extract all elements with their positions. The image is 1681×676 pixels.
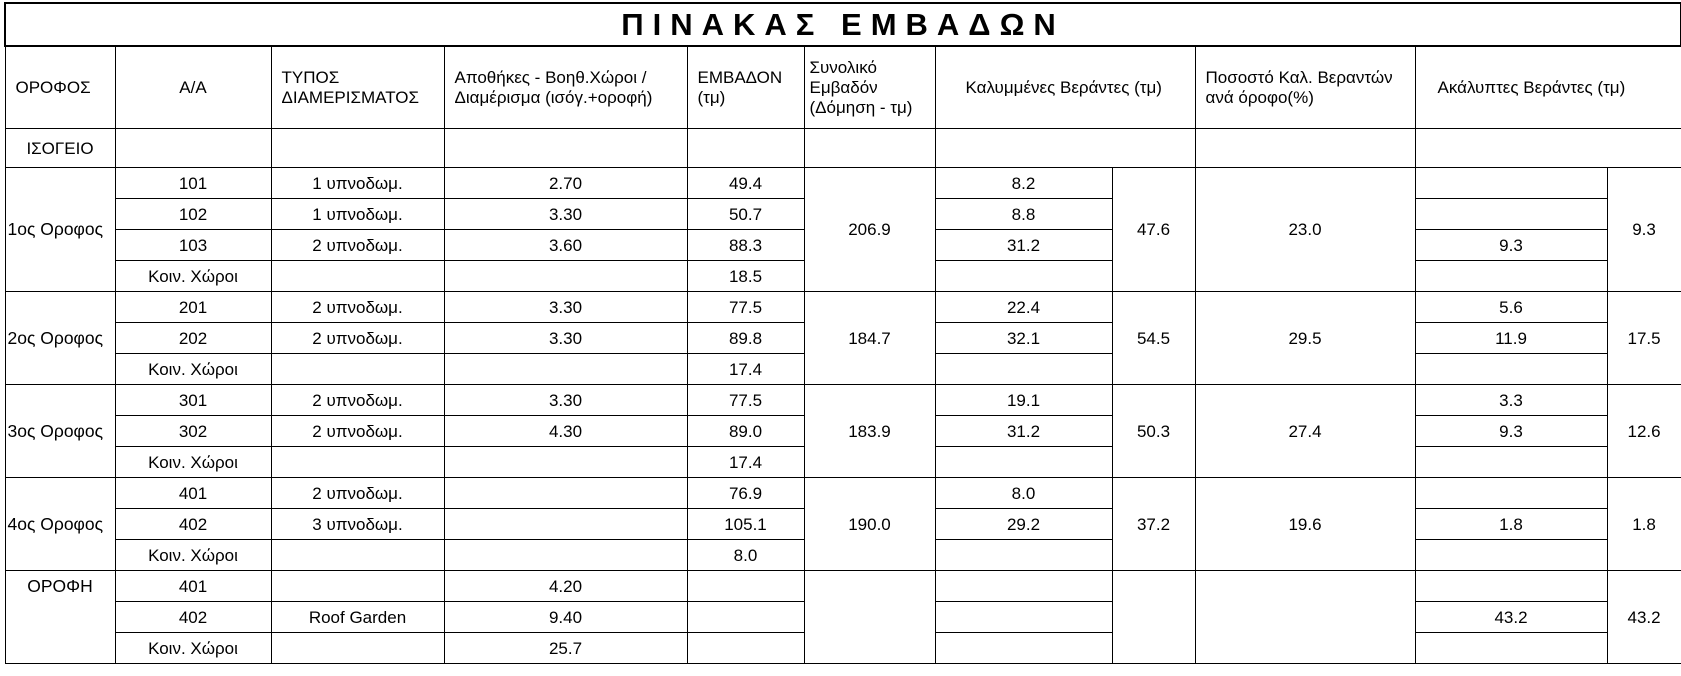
ground-floor-label: ΙΣΟΓΕΙΟ [5,129,115,168]
apartment-type: 2 υπνοδωμ. [271,292,444,323]
unit-number: Κοιν. Χώροι [115,633,271,664]
unit-area: 8.0 [687,540,804,571]
floor-label: 1ος Οροφος [5,168,115,292]
empty-cell [1195,129,1415,168]
floor-total-area: 206.9 [804,168,935,292]
unit-area: 76.9 [687,478,804,509]
apartment-type: 2 υπνοδωμ. [271,385,444,416]
covered-veranda [935,602,1112,633]
covered-veranda [935,261,1112,292]
unit-area: 17.4 [687,447,804,478]
header-floor: ΟΡΟΦΟΣ [5,46,115,129]
unit-number: 402 [115,509,271,540]
unit-number: 401 [115,571,271,602]
storage-area [444,447,687,478]
apartment-type: 1 υπνοδωμ. [271,199,444,230]
covered-veranda [935,633,1112,664]
uncovered-veranda-sum: 17.5 [1607,292,1681,385]
covered-veranda-sum: 47.6 [1112,168,1195,292]
unit-area: 18.5 [687,261,804,292]
unit-number: 401 [115,478,271,509]
uncovered-veranda [1415,571,1607,602]
uncovered-veranda [1415,478,1607,509]
apartment-type: 2 υπνοδωμ. [271,478,444,509]
storage-area: 3.30 [444,292,687,323]
uncovered-veranda: 9.3 [1415,416,1607,447]
covered-veranda: 29.2 [935,509,1112,540]
roof-total-area [804,571,935,664]
covered-veranda [935,540,1112,571]
unit-number: 301 [115,385,271,416]
unit-area: 77.5 [687,385,804,416]
storage-area: 25.7 [444,633,687,664]
covered-veranda [935,354,1112,385]
covered-veranda-sum: 54.5 [1112,292,1195,385]
apartment-type [271,354,444,385]
storage-area: 2.70 [444,168,687,199]
apartment-type [271,571,444,602]
covered-veranda-sum: 37.2 [1112,478,1195,571]
uncovered-veranda [1415,168,1607,199]
header-storage: Αποθήκες - Βοηθ.Χώροι /Διαμέρισμα (ισόγ.+οροφή) [444,46,687,129]
empty-cell [115,129,271,168]
unit-area: 89.8 [687,323,804,354]
uncovered-veranda [1415,633,1607,664]
uncovered-veranda: 9.3 [1415,230,1607,261]
uncovered-veranda [1415,354,1607,385]
uncovered-veranda: 1.8 [1415,509,1607,540]
header-apartment-type: ΤΥΠΟΣ ΔΙΑΜΕΡΙΣΜΑΤΟΣ [271,46,444,129]
storage-area [444,509,687,540]
unit-area [687,633,804,664]
area-table-sheet [4,2,1680,672]
unit-area: 17.4 [687,354,804,385]
title-row [5,3,1681,46]
storage-area: 3.30 [444,385,687,416]
apartment-type: 2 υπνοδωμ. [271,323,444,354]
unit-number: Κοιν. Χώροι [115,261,271,292]
uncovered-veranda-sum: 43.2 [1607,571,1681,664]
header-aa: Α/Α [115,46,271,129]
apartment-type: Roof Garden [271,602,444,633]
storage-area: 3.60 [444,230,687,261]
unit-area: 105.1 [687,509,804,540]
header-covered-percent: Ποσοστό Καλ. Βεραντών ανά όροφο(%) [1195,46,1415,129]
floor-total-area: 184.7 [804,292,935,385]
storage-area [444,261,687,292]
table-row [5,292,1681,323]
covered-percent [1195,571,1415,664]
table-row [5,385,1681,416]
empty-cell [935,129,1195,168]
uncovered-veranda [1415,540,1607,571]
unit-area: 49.4 [687,168,804,199]
storage-area [444,354,687,385]
header-covered-verandas: Καλυμμένες Βεράντες (τμ) [935,46,1195,129]
covered-percent: 27.4 [1195,385,1415,478]
header-uncovered-verandas: Ακάλυπτες Βεράντες (τμ) [1415,46,1681,129]
floor-label: 3ος Οροφος [5,385,115,478]
covered-veranda: 19.1 [935,385,1112,416]
unit-number: 402 [115,602,271,633]
covered-percent: 29.5 [1195,292,1415,385]
empty-cell [271,129,444,168]
unit-area: 50.7 [687,199,804,230]
uncovered-veranda: 11.9 [1415,323,1607,354]
floor-label: 4ος Οροφος [5,478,115,571]
storage-area: 9.40 [444,602,687,633]
apartment-type [271,633,444,664]
unit-area [687,602,804,633]
covered-veranda-sum: 50.3 [1112,385,1195,478]
unit-area: 77.5 [687,292,804,323]
covered-veranda: 8.0 [935,478,1112,509]
table-row [5,168,1681,199]
apartment-type [271,447,444,478]
covered-veranda: 8.8 [935,199,1112,230]
unit-area: 88.3 [687,230,804,261]
uncovered-veranda-sum: 1.8 [1607,478,1681,571]
unit-area: 89.0 [687,416,804,447]
empty-cell [687,129,804,168]
covered-veranda: 8.2 [935,168,1112,199]
covered-veranda-sum [1112,571,1195,664]
header-total-area: Συνολικό Εμβαδόν (Δόμηση - τμ) [804,46,935,129]
unit-number: 202 [115,323,271,354]
empty-cell [1415,129,1681,168]
unit-number: Κοιν. Χώροι [115,354,271,385]
header-row [5,46,1681,129]
unit-number: 302 [115,416,271,447]
header-area: ΕΜΒΑΔΟΝ (τμ) [687,46,804,129]
uncovered-veranda: 5.6 [1415,292,1607,323]
table-row [5,478,1681,509]
apartment-type: 2 υπνοδωμ. [271,230,444,261]
uncovered-veranda-sum: 9.3 [1607,168,1681,292]
uncovered-veranda-sum: 12.6 [1607,385,1681,478]
covered-percent: 23.0 [1195,168,1415,292]
storage-area: 3.30 [444,323,687,354]
storage-area: 3.30 [444,199,687,230]
covered-veranda: 31.2 [935,416,1112,447]
uncovered-veranda [1415,199,1607,230]
apartment-type: 2 υπνοδωμ. [271,416,444,447]
area-table [4,2,1681,664]
unit-number: Κοιν. Χώροι [115,447,271,478]
table-title: ΠΙΝΑΚΑΣ ΕΜΒΑΔΩΝ [5,3,1681,46]
empty-cell [804,129,935,168]
covered-veranda: 31.2 [935,230,1112,261]
unit-number: 201 [115,292,271,323]
empty-cell [444,129,687,168]
table-row [5,571,1681,602]
roof-label: ΟΡΟΦΗ [5,571,115,664]
covered-veranda: 22.4 [935,292,1112,323]
covered-veranda [935,447,1112,478]
unit-area [687,571,804,602]
storage-area: 4.20 [444,571,687,602]
unit-number: 103 [115,230,271,261]
storage-area: 4.30 [444,416,687,447]
unit-number: 101 [115,168,271,199]
apartment-type: 3 υπνοδωμ. [271,509,444,540]
apartment-type [271,261,444,292]
covered-percent: 19.6 [1195,478,1415,571]
ground-floor-row [5,129,1681,168]
floor-total-area: 183.9 [804,385,935,478]
floor-label: 2ος Οροφος [5,292,115,385]
storage-area [444,540,687,571]
apartment-type [271,540,444,571]
uncovered-veranda: 43.2 [1415,602,1607,633]
apartment-type: 1 υπνοδωμ. [271,168,444,199]
uncovered-veranda [1415,447,1607,478]
uncovered-veranda: 3.3 [1415,385,1607,416]
floor-total-area: 190.0 [804,478,935,571]
unit-number: Κοιν. Χώροι [115,540,271,571]
unit-number: 102 [115,199,271,230]
uncovered-veranda [1415,261,1607,292]
storage-area [444,478,687,509]
covered-veranda [935,571,1112,602]
covered-veranda: 32.1 [935,323,1112,354]
